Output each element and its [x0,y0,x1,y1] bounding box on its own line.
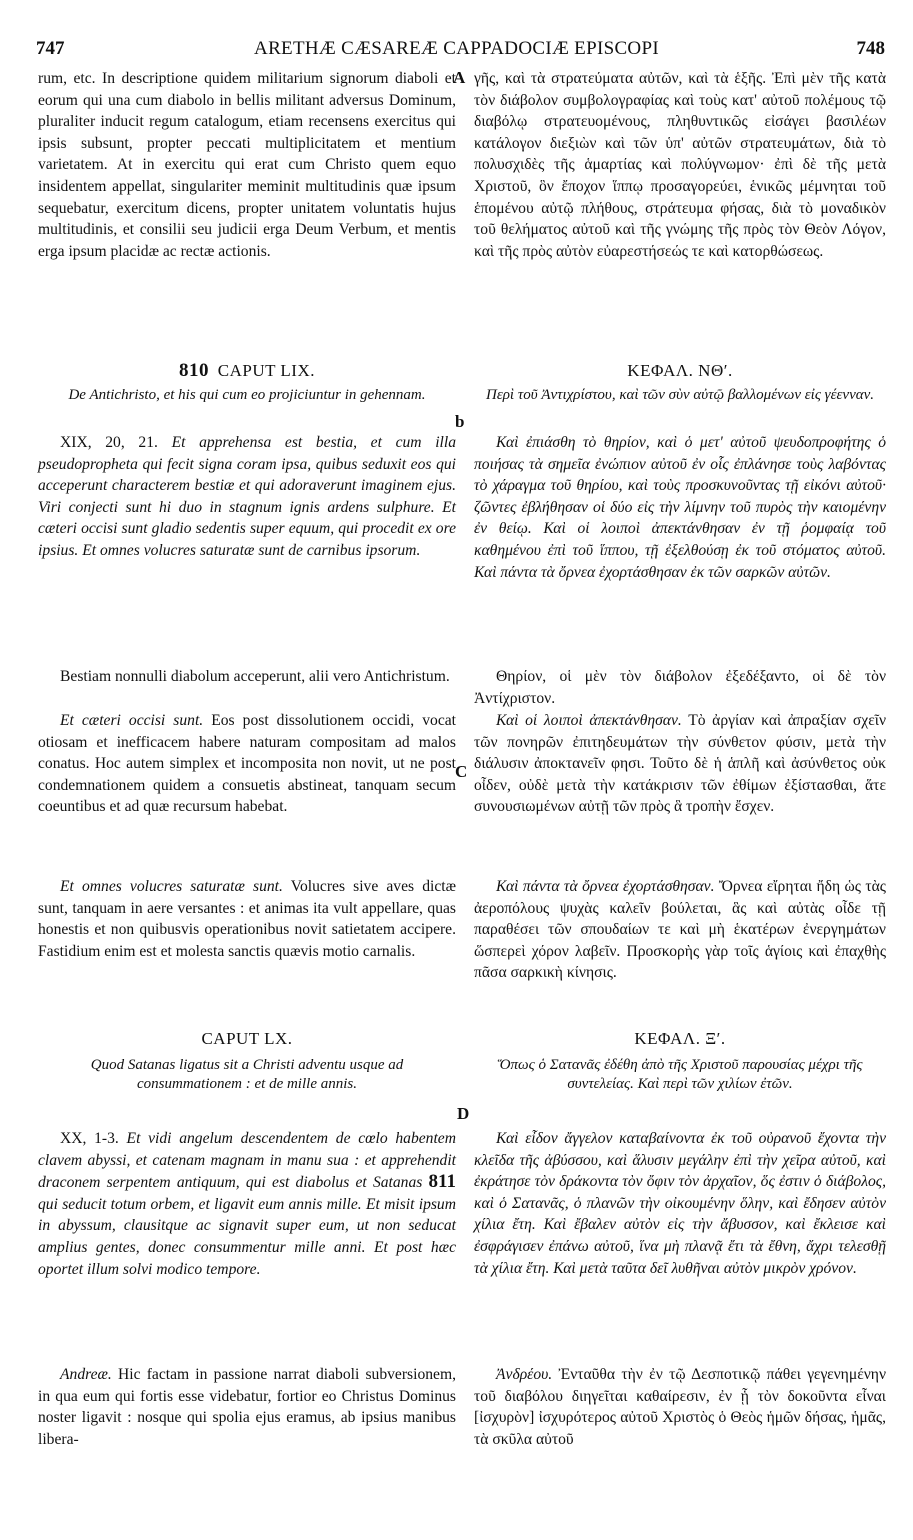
greek-commentary-4-text: Ἐνταῦθα τὴν ἐν τῷ Δεσποτικῷ πάθει γεγενημένην τοῦ διαβόλου διηγεῖται καθαίρεσιν, ἐν ᾗ τὸν δοκοῦντα εἶναι [ἰσχυρὸν] ἰσχυρότερος αὐτοῦ Χριστὸς ὁ Θεὸς ἡμῶν δήσας, ἡμᾶς, τὰ σκῦλα αὐτοῦ [474,1366,886,1448]
page-number-right: 748 [856,38,885,59]
greek-commentary-3-text: Ὄρνεα εἴρηται ἤδη ὡς τὰς ἀεροπόλους ψυχὰς καλεῖν βούλεται, ἃς καὶ αὐτὰς οἶδε τῇ παραθέσει τῶν σπουδαίων τε καὶ μὴ ἑκατέρων ἐνεργημάτων ὥσπερεὶ χόρον λαβεῖν. Προσκορὴς γὰρ τοῖς ἁγίοις καὶ ἐπαχθὴς πᾶσα σαρκικὴ κίνησις. [474,878,886,982]
greek-caput-60-subtitle-a: Ὅπως ὁ Σατανᾶς ἐδέθη ἀπὸ τῆς Χριστοῦ παρουσίας μέχρι τῆς συντελείας. [497,1056,863,1092]
greek-lemma-2: Καὶ οἱ λοιποὶ ἀπεκτάνθησαν. [496,712,682,729]
latin-caput-60-title: CAPUT LX. [201,1029,293,1048]
greek-lemma-3: Καὶ πάντα τὰ ὄρνεα ἐχορτάσθησαν. [496,878,715,895]
section-marker-d: D [457,1104,470,1123]
greek-caput-59-title: ΚΕΦΑΛ. ΝΘʹ. [627,361,733,380]
column-number-811: 811 [428,1171,456,1193]
latin-commentary-3-text: Volucres sive aves dictæ sunt, tanquam in aere versantes : et animas ita vult appellare, quas honestis et non quibusvis operationibus novit satietatem accipere. Fastidium enim est et molesta sanctis quævis motio carnalis. [38,878,456,960]
latin-commentary-2-text: Eos post dissolutionem occidi, vocat otiosam et inefficacem habere naturam compositam ad malos conatus. Hoc autem simplex et incomposita non novit, ut ne post condemnationem quidem a consuetis abstineat, tanquam secum coeuntibus et ad quæ recursum habebat. [38,712,457,816]
greek-commentary-2-text: Τὸ ἀργίαν καὶ ἀπραξίαν σχεῖν τῶν πονηρῶν ἐπιτηδευμάτων τὴν σύνθετον φύσιν, μετὰ τὴν διάλυσιν ἀποκτανεῖν φησι. Τοῦτο δὲ ἡ ἁπλῆ καὶ ἀσύνθετος οὐκ οἶδεν, οὐδὲ μετὰ τὴν κατάκρισιν τῶν ἐθίμων ἐξίστασθαι, ἅτε συνουσιωμένων αὐτῇ τῶν πρὸς ἃ τροπὴν ἔσχεν. [474,712,886,816]
running-header [0,38,913,68]
section-marker-c: C [455,762,468,781]
latin-commentary-3 [38,876,456,962]
latin-lemma-2: Et cæteri occisi sunt. [60,712,204,729]
page-number-left: 747 [36,38,65,59]
latin-caput-60-subtitle: Quod Satanas ligatus sit a Christi adventu usque ad consummationem : et de mille annis. [90,1056,404,1092]
latin-caput-59-heading [38,360,456,382]
latin-caput-59-title: CAPUT LIX. [217,361,315,380]
latin-commentary-1: Bestiam nonnulli diabolum acceperunt, alii vero Antichristum. [60,668,450,685]
latin-caput-59-subtitle: De Antichristo, et his qui cum eo projiciuntur in gehennam. [68,386,426,403]
greek-caput-60-subtitle [474,1056,886,1094]
greek-commentary-1: Θηρίον, οἱ μὲν τὸν διάβολον ἐξεδέξαντο, οἱ δὲ τὸν Ἀντίχριστον. [474,668,886,707]
latin-commentary-2 [38,710,456,818]
greek-commentary-2 [474,710,886,818]
column-number-810: 810 [179,360,209,381]
greek-commentary-3 [474,876,886,984]
greek-caput-59-subtitle: Περὶ τοῦ Ἀντιχρίστου, καὶ τῶν σὺν αὐτῷ βαλλομένων εἰς γέενναν. [485,386,875,403]
latin-intro-paragraph: rum, etc. In descriptione quidem militarium signorum diaboli et eorum qui una cum diabolo in bellis militant adversus Dominum, pluraliter inducit regum catalogum, etiam recensens exercitus qui ipsis subsunt, propter peccati multiplicitatem et mentium varietatem. At in exercitu qui erat cum Christo quem equo insidentem appellat, singulariter meminit multitudinis quæ ipsum sequebatur, exercitum dicens, propter unitatem voluntatis hujus multitudinis, et consilii seu judicii erga Deum Verbum, et mentis erga ipsum placidæ ac rectæ actionis. [38,70,456,260]
section-marker-b: b [455,412,465,431]
latin-commentary-4-text: Hic factam in passione narrat diaboli subversionem, in qua eum qui fortis esse videbatur, fortior eo Christus Dominus noster ligavit : nosque qui spolia ejus eramus, ab ipsius manibus libera- [38,1366,456,1448]
greek-commentary-4 [474,1364,886,1450]
scripture-text-60a: Et vidi angelum descendentem de cœlo habentem clavem abyssi, et catenam magnam in manu sua : et apprehendit draconem serpentem antiquum, qui est diabolus et Satanas [38,1130,456,1192]
latin-scripture-59 [38,432,456,562]
greek-lemma-4: Ἀνδρέου. [496,1366,553,1383]
greek-caput-60-subtitle-b: Καὶ περὶ τῶν χιλίων ἐτῶν. [637,1075,793,1092]
scripture-ref-60: XX, 1-3. [60,1130,119,1147]
greek-scripture-59: Καὶ ἐπιάσθη τὸ θηρίον, καὶ ὁ μετ' αὐτοῦ ψευδοπροφήτης ὁ ποιήσας τὰ σημεῖα ἐνώπιον αὐτοῦ ἐν οἷς ἐπλάνησε τοὺς λαβόντας τὸ χάραγμα τοῦ θηρίου, καὶ τοὺς προσκυνοῦντας τῇ εἰκόνι αὐτοῦ· ζῶντες ἐβλήθησαν οἱ δύο εἰς τὴν λίμνην τοῦ πυρὸς τὴν καιομένην ἐν θείῳ. Καὶ οἱ λοιποὶ ἀπεκτάνθησαν ἐν τῇ ῥομφαίᾳ τοῦ καθημένου ἐπὶ τοῦ ἵππου, τῇ ἐξελθούσῃ ἐκ τοῦ στόματος αὐτοῦ. Καὶ πάντα τὰ ὄρνεα ἐχορτάσθησαν ἐκ τῶν σαρκῶν αὐτῶν. [474,434,886,581]
scripture-text-59: Et apprehensa est bestia, et cum illa pseudopropheta qui fecit signa coram ipsa, quibus seduxit eos qui acceperunt characterem bestiæ et qui adoraverunt imaginem ejus. Viri conjecti sunt hi duo in stagnum ignis ardens sulphure. Et cæteri occisi sunt gladio sedentis super equum, qui procedit ex ore ipsius. Et omnes volucres saturatæ sunt de carnibus ipsorum. [38,434,456,559]
latin-scripture-60 [38,1128,456,1280]
latin-commentary-4 [38,1364,456,1450]
scripture-ref-59: XIX, 20, 21. [60,434,158,451]
greek-scripture-60: Καὶ εἶδον ἄγγελον καταβαίνοντα ἐκ τοῦ οὐρανοῦ ἔχοντα τὴν κλεῖδα τῆς ἀβύσσου, καὶ ἅλυσιν μεγάλην ἐπὶ τὴν χεῖρα αὐτοῦ, καὶ ἐκράτησε τὸν δράκοντα τὸν ὄφιν τὸν ἀρχαῖον, ὅς ἐστιν ὁ διάβολος, καὶ ὁ Σατανᾶς, ὁ πλανῶν τὴν οἰκουμένην ὅλην, καὶ ἔδησεν αὐτὸν χίλια ἔτη. Καὶ ἔβαλεν αὐτὸν εἰς τὴν ἄβυσσον, καὶ ἔκλεισε καὶ ἐσφράγισεν ἐπάνω αὐτοῦ, ἵνα μὴ πλανᾷ ἔτι τὰ ἔθνη, ἄχρι τελεσθῇ τὰ χίλια ἔτη. Καὶ μετὰ ταῦτα δεῖ λυθῆναι αὐτὸν μικρὸν χρόνον. [474,1130,886,1277]
greek-intro-paragraph: γῆς, καὶ τὰ στρατεύματα αὐτῶν, καὶ τὰ ἑξῆς. Ἐπὶ μὲν τῆς κατὰ τὸν διάβολον συμβολογραφίας καὶ τοὺς κατ' αὐτοῦ πολέμους τῷ διαβόλῳ στρατευομένους, πληθυντικῶς εἰσάγει βασιλέων κατάλογον διεξιὼν καὶ τῶν ὑπ' αὐτῶν στρατευμάτων, διὰ τὸ πολυσχιδὲς τῆς ἁμαρτίας καὶ πολύγνωμον· ἐπὶ δὲ τῆς μετὰ Χριστοῦ, ὃν ἔποχον ἵππῳ προσαγορεύει, ἑνικῶς μέμνηται τοῦ ἑπομένου αὐτῷ πλήθους, στράτευμα φήσας, διὰ τὸ μοναδικὸν τοῦ θελήματος αὐτοῦ καὶ τῆς γνώμης τῆς πρὸς τὸν Θεὸν Λόγον, καὶ τῆς πρὸς αὐτὸν εὐαρεστήσεώς τε καὶ κατορθώσεως. [474,70,886,260]
running-title: ARETHÆ CÆSAREÆ CAPPADOCIÆ EPISCOPI [254,38,659,59]
latin-lemma-4: Andreæ. [60,1366,112,1383]
scripture-text-60b: qui seducit totum orbem, et ligavit eum annis mille. Et misit ipsum in abyssum, clausitque ac signavit super eum, ut non seducat amplius gentes, donec consummentur mille anni. Et post hæc oportet illum solvi modico tempore. [38,1195,456,1278]
latin-lemma-3: Et omnes volucres saturatæ sunt. [60,878,283,895]
section-marker-a: A [453,68,466,87]
greek-caput-60-title: ΚΕΦΑΛ. Ξʹ. [634,1029,726,1048]
